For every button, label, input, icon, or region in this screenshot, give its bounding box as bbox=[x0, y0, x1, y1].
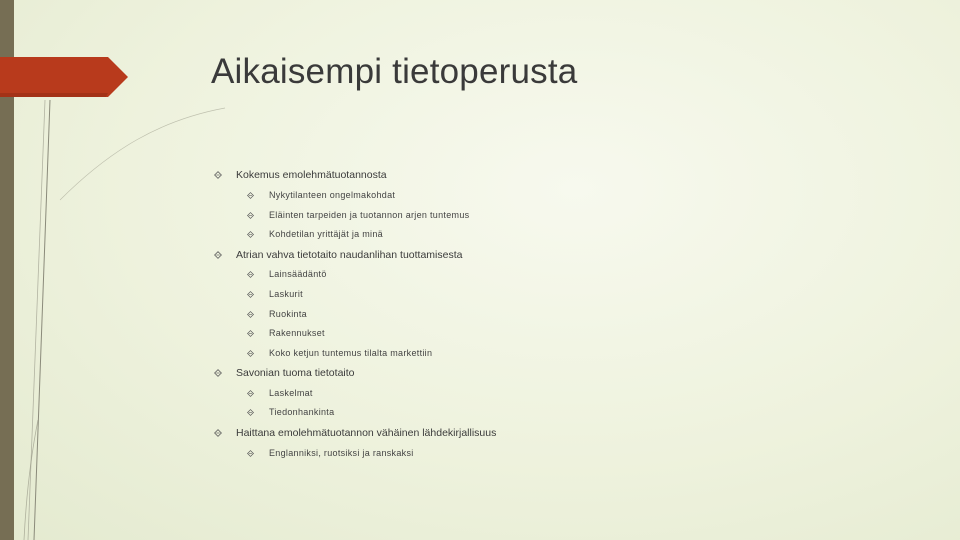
bullet-text: Eläinten tarpeiden ja tuotannon arjen tuntemus bbox=[269, 210, 470, 220]
diamond-bullet-icon bbox=[214, 251, 222, 259]
bullet-text: Ruokinta bbox=[269, 309, 307, 319]
bullet-item bbox=[247, 190, 395, 200]
diamond-bullet-icon bbox=[247, 390, 254, 397]
bullet-text: Nykytilanteen ongelmakohdat bbox=[269, 190, 396, 200]
bullet-item bbox=[247, 448, 414, 458]
diamond-bullet-icon bbox=[247, 330, 254, 337]
bullet-text: Tiedonhankinta bbox=[269, 407, 335, 417]
diamond-bullet-icon bbox=[247, 291, 254, 298]
bullet-text: Atrian vahva tietotaito naudanlihan tuottamisesta bbox=[236, 249, 463, 261]
diamond-bullet-icon bbox=[214, 369, 222, 377]
bullet-item bbox=[247, 407, 334, 417]
diamond-bullet-icon bbox=[247, 212, 254, 219]
bullet-item bbox=[247, 348, 432, 358]
bullet-text: Kokemus emolehmätuotannosta bbox=[236, 169, 387, 181]
bullet-text: Rakennukset bbox=[269, 328, 325, 338]
bullet-text: Laskurit bbox=[269, 289, 303, 299]
bullet-item bbox=[247, 210, 469, 220]
bullet-item bbox=[247, 328, 325, 338]
bullet-item bbox=[247, 289, 303, 299]
diamond-bullet-icon bbox=[214, 429, 222, 437]
diamond-bullet-icon bbox=[247, 192, 254, 199]
bullet-text: Koko ketjun tuntemus tilalta markettiin bbox=[269, 348, 433, 358]
diamond-bullet-icon bbox=[247, 271, 254, 278]
diamond-bullet-icon bbox=[247, 231, 254, 238]
bullet-item bbox=[214, 249, 462, 261]
bullet-item bbox=[247, 229, 383, 239]
bullet-item bbox=[214, 367, 355, 379]
diamond-bullet-icon bbox=[247, 409, 254, 416]
bullet-item bbox=[214, 427, 496, 439]
slide-title: Aikaisempi tietoperusta bbox=[211, 52, 578, 91]
diamond-bullet-icon bbox=[247, 450, 254, 457]
bullet-item bbox=[247, 309, 307, 319]
bullet-text: Kohdetilan yrittäjät ja minä bbox=[269, 229, 383, 239]
diamond-bullet-icon bbox=[214, 171, 222, 179]
diamond-bullet-icon bbox=[247, 350, 254, 357]
bullet-text: Savonian tuoma tietotaito bbox=[236, 367, 355, 379]
bullet-text: Lainsäädäntö bbox=[269, 269, 327, 279]
bullet-text: Haittana emolehmätuotannon vähäinen lähdekirjallisuus bbox=[236, 427, 497, 439]
diamond-bullet-icon bbox=[247, 311, 254, 318]
bullet-text: Laskelmat bbox=[269, 388, 313, 398]
bullet-text: Englanniksi, ruotsiksi ja ranskaksi bbox=[269, 448, 414, 458]
bullet-item bbox=[247, 388, 313, 398]
bullet-item bbox=[247, 269, 327, 279]
bullet-item bbox=[214, 169, 387, 181]
